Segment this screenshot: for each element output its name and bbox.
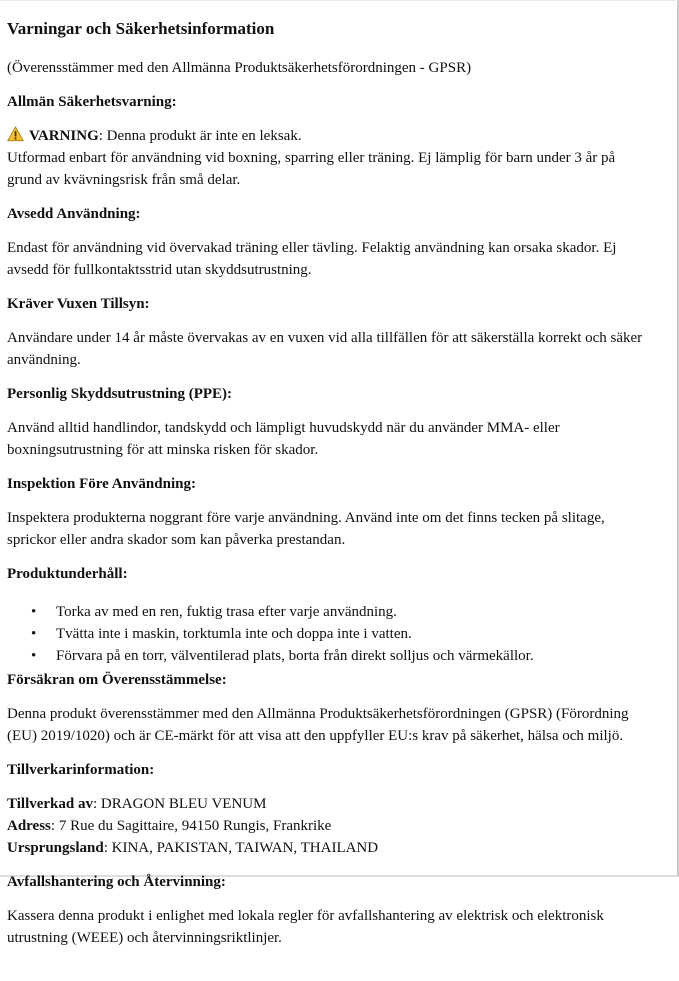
manufacturer-value: : 7 Rue du Sagittaire, 94150 Rungis, Frankrike xyxy=(50,818,332,834)
adult-supervision-body: Användare under 14 år måste övervakas av en vuxen vid alla tillfällen för att säkerställa korrekt och säker användning. xyxy=(7,330,643,368)
disposal-body: Kassera denna produkt i enlighet med lokala regler för avfallshantering av elektrisk och elektronisk utrustning (WEEE) och återvinningsriktlinjer. xyxy=(7,908,604,946)
manufacturer-line xyxy=(7,837,651,859)
warning-text: : Denna produkt är inte en leksak. xyxy=(98,128,302,144)
section-heading-ppe: Personlig Skyddsutrustning (PPE): xyxy=(7,386,233,402)
list-item xyxy=(7,645,651,667)
manufacturer-label: Ursprungsland xyxy=(7,840,104,856)
section-heading-manufacturer: Tillverkarinformation: xyxy=(7,762,155,778)
section-heading-disposal: Avfallshantering och Återvinning: xyxy=(7,874,226,890)
document-subtitle: (Överensstämmer med den Allmänna Produktsäkerhetsförordningen - GPSR) xyxy=(7,60,472,76)
bullet-icon: • xyxy=(31,604,37,620)
section-heading-inspection: Inspektion Före Användning: xyxy=(7,476,196,492)
bullet-icon: • xyxy=(31,648,37,664)
intended-use-body: Endast för användning vid övervakad träning eller tävling. Felaktig användning kan orsaka skador. Ej avsedd för fullkontaktsstrid utan skyddsutrustning. xyxy=(7,240,617,278)
manufacturer-info xyxy=(7,793,651,859)
list-item xyxy=(7,623,651,645)
maintenance-list xyxy=(7,601,651,667)
section-heading-maintenance: Produktunderhåll: xyxy=(7,566,128,582)
section-heading-general-safety: Allmän Säkerhetsvarning: xyxy=(7,94,177,110)
document-title: Varningar och Säkerhetsinformation xyxy=(7,19,275,38)
list-item xyxy=(7,601,651,623)
inspection-body: Inspektera produkterna noggrant före varje användning. Använd inte om det finns tecken på slitage, sprickor eller andra skador som kan påverka prestandan. xyxy=(7,510,605,548)
bullet-text: Torka av med en ren, fuktig trasa efter varje användning. xyxy=(56,604,397,620)
manufacturer-value: : KINA, PAKISTAN, TAIWAN, THAILAND xyxy=(103,840,379,856)
ppe-body: Använd alltid handlindor, tandskydd och lämpligt huvudskydd när du använder MMA- eller boxningsutrustning för att minska risken för skador. xyxy=(7,420,560,458)
manufacturer-label: Adress xyxy=(7,818,51,834)
section-heading-conformity: Försäkran om Överensstämmelse: xyxy=(7,672,227,688)
bullet-icon: • xyxy=(31,626,37,642)
warning-label: VARNING xyxy=(29,128,99,144)
manufacturer-line xyxy=(7,815,651,837)
warning-triangle-icon xyxy=(7,125,24,147)
manufacturer-label: Tillverkad av xyxy=(7,796,93,812)
conformity-body: Denna produkt överensstämmer med den Allmänna Produktsäkerhetsförordningen (GPSR) (Förordning (EU) 2019/1020) och är CE-märkt för att visa att den uppfyller EU:s krav på säkerhet, hälsa och miljö. xyxy=(7,706,629,744)
manufacturer-line xyxy=(7,793,651,815)
section-heading-adult-supervision: Kräver Vuxen Tillsyn: xyxy=(7,296,150,312)
general-safety-section xyxy=(7,125,651,191)
safety-document xyxy=(0,1,677,981)
manufacturer-value: : DRAGON BLEU VENUM xyxy=(93,796,267,812)
warning-line xyxy=(7,125,651,147)
bullet-text: Förvara på en torr, välventilerad plats, borta från direkt solljus och värmekällor. xyxy=(56,648,534,664)
section-heading-intended-use: Avsedd Användning: xyxy=(7,206,141,222)
general-safety-body: Utformad enbart för användning vid boxning, sparring eller träning. Ej lämplig för barn under 3 år på grund av kvävningsrisk från små delar. xyxy=(7,150,616,188)
bullet-text: Tvätta inte i maskin, torktumla inte och doppa inte i vatten. xyxy=(56,626,412,642)
